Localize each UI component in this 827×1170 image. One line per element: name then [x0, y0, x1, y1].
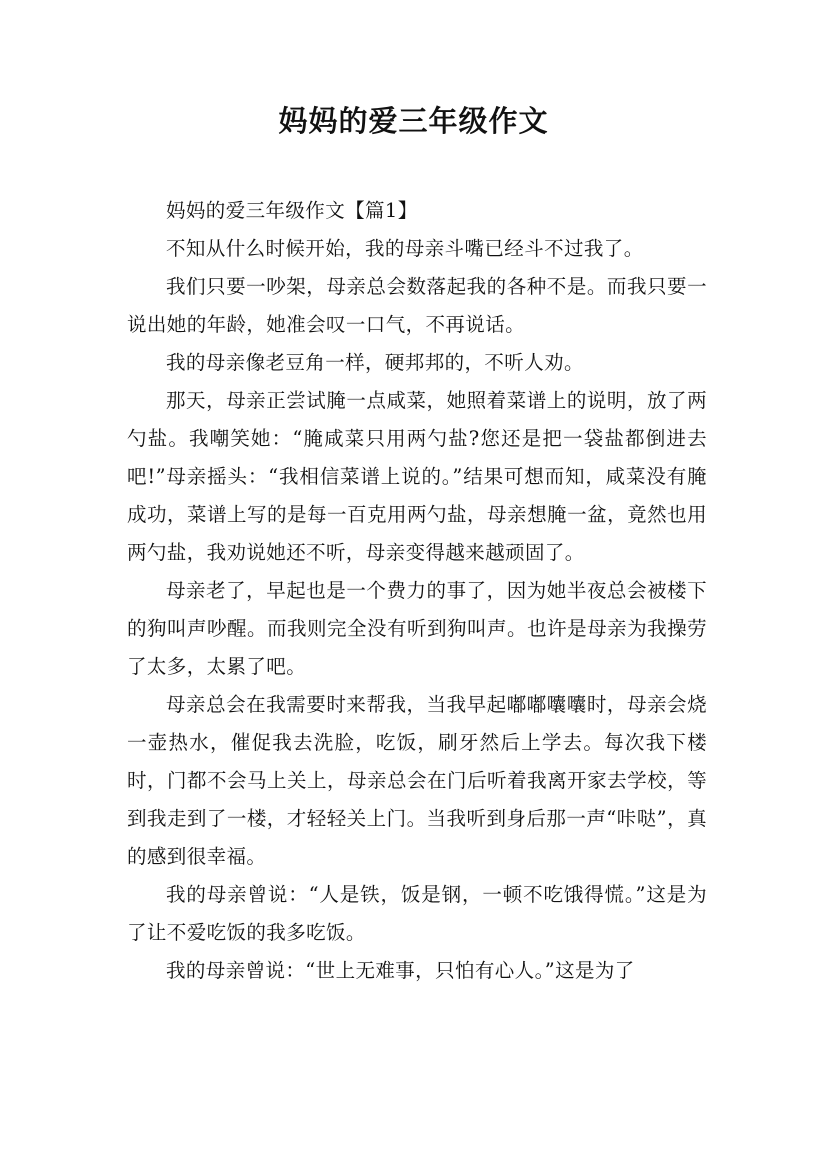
paragraph: 不知从什么时候开始，我的母亲斗嘴已经斗不过我了。	[166, 237, 644, 260]
section-heading: 妈妈的爱三年级作文【篇1】	[166, 199, 418, 222]
paragraph: 我的母亲曾说：“世上无难事，只怕有心人。”这是为了	[166, 959, 635, 982]
paragraph: 我们只要一吵架，母亲总会数落起我的各种不是。而我只要一说出她的年龄，她准会叹一口气，不再说话。	[127, 275, 707, 336]
document-title: 妈妈的爱三年级作文	[278, 104, 549, 138]
paragraph: 母亲老了，早起也是一个费力的事了，因为她半夜总会被楼下的狗叫声吵醒。而我则完全没有听到狗叫声。也许是母亲为我操劳了太多，太累了吧。	[127, 579, 707, 678]
paragraph: 那天，母亲正尝试腌一点咸菜，她照着菜谱上的说明，放了两勺盐。我嘲笑她：“腌咸菜只用两勺盐?您还是把一袋盐都倒进去吧!”母亲摇头：“我相信菜谱上说的。”结果可想而知，咸菜没有腌成功，菜谱上写的是每一百克用两勺盐，母亲想腌一盆，竟然也用两勺盐，我劝说她还不听，母亲变得越来越顽固了。	[127, 389, 707, 564]
paragraph: 我的母亲曾说：“人是铁，饭是钢，一顿不吃饿得慌。”这是为了让不爱吃饭的我多吃饭。	[127, 883, 707, 944]
document-body	[127, 192, 707, 990]
paragraph: 母亲总会在我需要时来帮我，当我早起嘟嘟囔囔时，母亲会烧一壶热水，催促我去洗脸，吃饭，刷牙然后上学去。每次我下楼时，门都不会马上关上，母亲总会在门后听着我离开家去学校，等到我走到了一楼，才轻轻关上门。当我听到身后那一声“咔哒”，真的感到很幸福。	[127, 693, 707, 868]
paragraph: 我的母亲像老豆角一样，硬邦邦的，不听人劝。	[166, 351, 584, 374]
